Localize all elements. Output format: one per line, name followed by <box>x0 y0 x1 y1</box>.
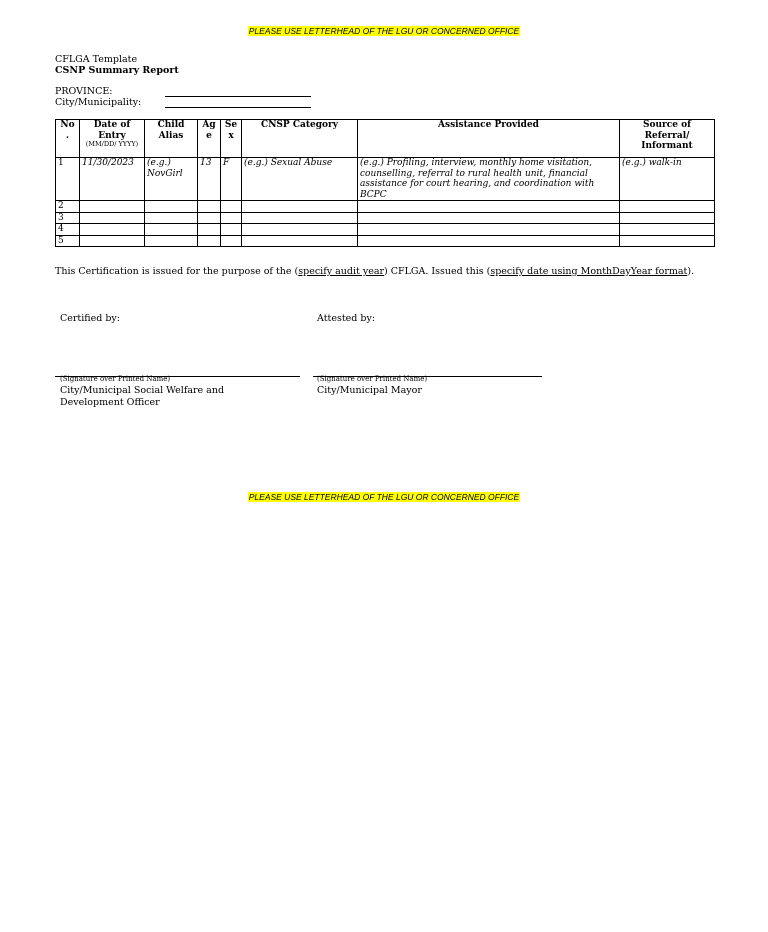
header-source-of-referral: Source of Referral/ Informant <box>620 120 715 158</box>
city-municipality-blank-line <box>165 107 311 108</box>
table-header-row <box>56 120 715 158</box>
certifier-role: City/Municipal Social Welfare and Development Officer <box>60 385 225 408</box>
province-label: PROVINCE: <box>55 86 113 97</box>
cell-category <box>242 201 358 213</box>
certification-text: This Certification is issued for the purpose of the ( <box>55 266 299 277</box>
template-label: CFLGA Template <box>55 54 138 65</box>
cell-category <box>242 212 358 224</box>
table-row <box>56 224 715 236</box>
header-date-of-entry <box>80 120 145 158</box>
certification-text: ). <box>687 266 695 277</box>
table-row <box>56 158 715 201</box>
cell-assistance: (e.g.) Profiling, interview, monthly home visitation, counselling, referral to rural health unit, financial assistance for court hearing, and coordination with BCPC <box>358 158 620 201</box>
report-title: CSNP Summary Report <box>55 65 179 76</box>
cell-date: 11/30/2023 <box>80 158 145 201</box>
attested-by-label: Attested by: <box>317 313 376 324</box>
cell-assistance <box>358 212 620 224</box>
cell-sex <box>221 212 242 224</box>
province-blank-line <box>165 96 311 97</box>
header-date-label: Date of Entry <box>93 120 131 141</box>
cell-assistance <box>358 201 620 213</box>
header-age: Ag e <box>198 120 221 158</box>
cell-date <box>80 201 145 213</box>
cell-age <box>198 201 221 213</box>
cell-no: 5 <box>56 235 80 247</box>
cell-source <box>620 224 715 236</box>
header-child-alias: Child Alias <box>145 120 198 158</box>
header-no: No . <box>56 120 80 158</box>
city-municipality-label: City/Municipality: <box>55 97 142 108</box>
cell-age <box>198 235 221 247</box>
issue-date-placeholder: specify date using MonthDayYear format <box>490 266 688 277</box>
certifier-signature-note: (Signature over Printed Name) <box>60 375 171 383</box>
cell-sex <box>221 235 242 247</box>
header-date-format: (MM/DD/ YYYY) <box>85 140 139 148</box>
cell-category: (e.g.) Sexual Abuse <box>242 158 358 201</box>
cell-sex: F <box>221 158 242 201</box>
cell-no: 1 <box>56 158 80 201</box>
header-assistance-provided: Assistance Provided <box>358 120 620 158</box>
cell-sex <box>221 201 242 213</box>
table-row <box>56 212 715 224</box>
cell-alias <box>145 201 198 213</box>
certification-statement <box>55 266 715 277</box>
cell-no: 3 <box>56 212 80 224</box>
certified-by-label: Certified by: <box>60 313 120 324</box>
audit-year-placeholder: specify audit year <box>298 266 385 277</box>
cell-alias <box>145 212 198 224</box>
csnp-summary-table <box>55 119 715 247</box>
letterhead-note-top: PLEASE USE LETTERHEAD OF THE LGU OR CONCERNED OFFICE <box>248 26 520 36</box>
cell-alias <box>145 235 198 247</box>
cell-category <box>242 235 358 247</box>
cell-no: 4 <box>56 224 80 236</box>
attester-role: City/Municipal Mayor <box>317 385 422 396</box>
cell-no: 2 <box>56 201 80 213</box>
certification-text: ) CFLGA. Issued this ( <box>384 266 491 277</box>
cell-age <box>198 212 221 224</box>
table-row <box>56 201 715 213</box>
cell-assistance <box>358 224 620 236</box>
cell-sex <box>221 224 242 236</box>
cell-age: 13 <box>198 158 221 201</box>
cell-alias <box>145 224 198 236</box>
cell-source <box>620 212 715 224</box>
cell-assistance <box>358 235 620 247</box>
cell-source: (e.g.) walk-in <box>620 158 715 201</box>
cell-alias: (e.g.) NovGirl <box>145 158 198 201</box>
attester-signature-note: (Signature over Printed Name) <box>317 375 428 383</box>
cell-source <box>620 235 715 247</box>
letterhead-note-bottom: PLEASE USE LETTERHEAD OF THE LGU OR CONCERNED OFFICE <box>248 492 520 502</box>
cell-date <box>80 235 145 247</box>
cell-date <box>80 212 145 224</box>
cell-date <box>80 224 145 236</box>
table-row <box>56 235 715 247</box>
header-sex: Se x <box>221 120 242 158</box>
header-cnsp-category: CNSP Category <box>242 120 358 158</box>
cell-category <box>242 224 358 236</box>
cell-source <box>620 201 715 213</box>
cell-age <box>198 224 221 236</box>
